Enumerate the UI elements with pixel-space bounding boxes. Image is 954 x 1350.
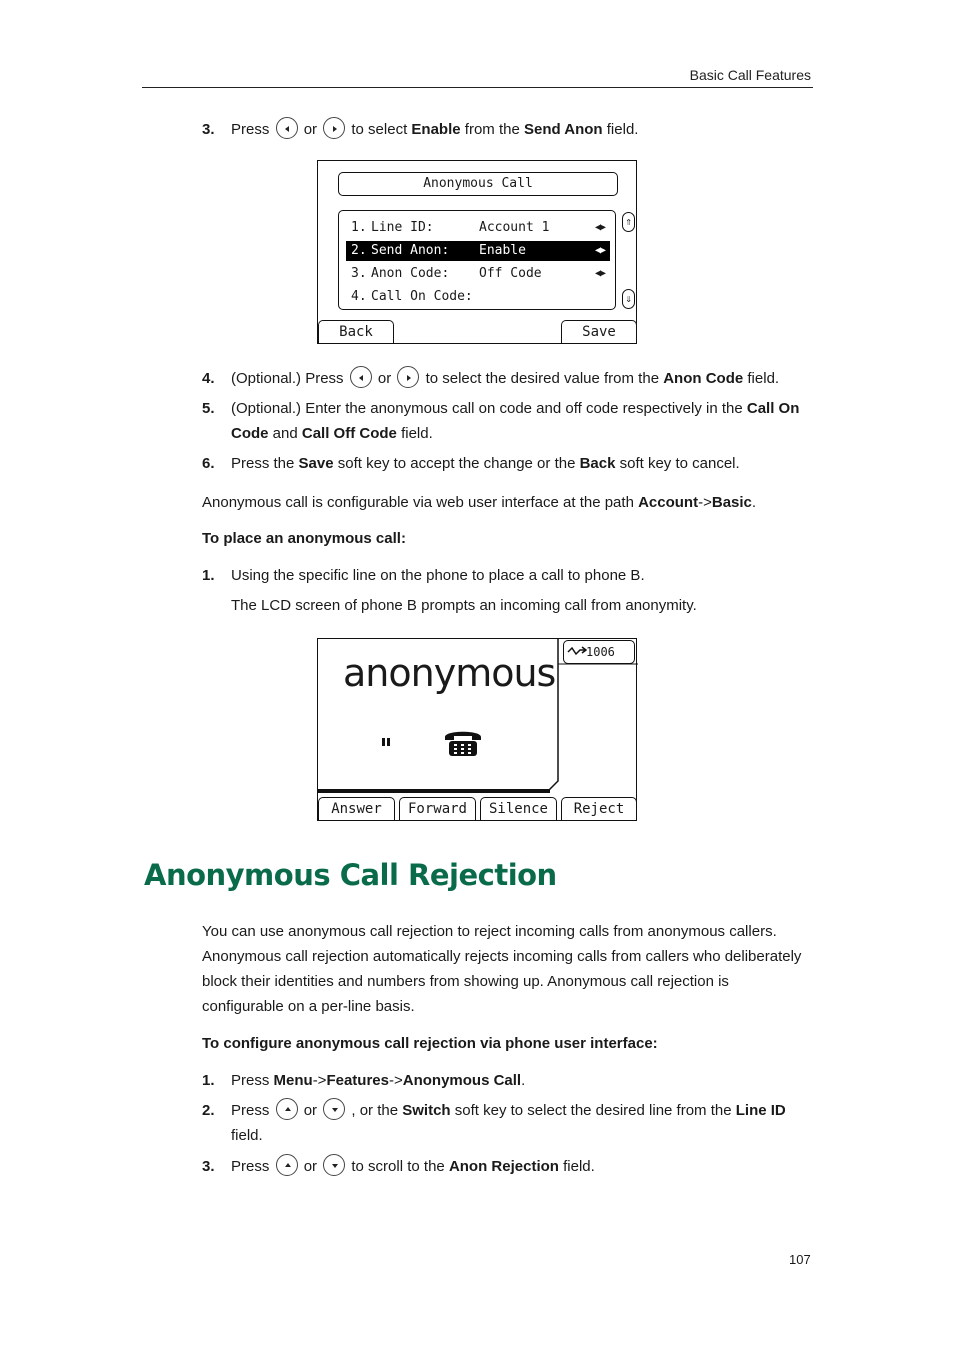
step-text: Press — [231, 121, 270, 138]
step-text: field. — [606, 121, 639, 138]
step-5 — [202, 396, 814, 446]
step-text: soft key to cancel. — [619, 455, 740, 472]
step-text: (Optional.) Press — [231, 370, 344, 387]
step-number: 3. — [202, 121, 215, 138]
row-value: Off Code — [479, 266, 542, 281]
scroll-up-icon[interactable]: ⇑ — [622, 212, 635, 232]
lcd-screen-incoming-call — [317, 638, 637, 821]
step-text: Press — [231, 1072, 270, 1089]
lcd-title: Anonymous Call — [338, 172, 618, 196]
step-text: Press the — [231, 455, 295, 472]
softkey-silence[interactable]: Silence — [480, 797, 557, 821]
step-number: 3. — [202, 1158, 215, 1175]
web-ui-note — [202, 490, 814, 515]
up-key-icon — [276, 1154, 298, 1176]
softkey-reject[interactable]: Reject — [561, 797, 637, 821]
pause-icon — [380, 736, 392, 748]
step-text: or — [303, 1158, 318, 1175]
line-arrow-icon — [567, 646, 587, 658]
row-value: Enable — [479, 243, 526, 258]
left-right-arrows-icon: ◀▶ — [594, 268, 605, 279]
step-number: 1. — [202, 567, 215, 584]
row-number: 3. — [351, 266, 367, 281]
step-text: field. — [563, 1158, 595, 1175]
softkey-answer[interactable]: Answer — [318, 797, 395, 821]
path-account: Account — [638, 494, 699, 511]
row-label: Anon Code: — [371, 266, 450, 281]
running-header: Basic Call Features — [689, 67, 811, 83]
note-text: Anonymous call is configurable via web user interface at the path — [202, 494, 634, 511]
telephone-icon — [442, 727, 484, 759]
step-text: to select — [351, 121, 408, 138]
field-send-anon: Send Anon — [523, 121, 603, 138]
section-title: Anonymous Call Rejection — [144, 858, 557, 892]
intro-paragraph: You can use anonymous call rejection to reject incoming calls from anonymous callers. Anonymous call rejection automatically rejects incoming calls from callers who deliberately block their identities and numbers from showing up. Anonymous call rejection is configurable on a per-line basis. — [202, 923, 802, 1015]
field-anon-rejection: Anon Rejection — [448, 1158, 559, 1175]
step-text: . — [521, 1072, 526, 1089]
left-right-arrows-icon: ◀▶ — [594, 245, 605, 256]
path-arrow: -> — [698, 494, 712, 511]
field-call-on-code: Call On Code — [231, 400, 800, 442]
lcd-row-line-id[interactable] — [346, 218, 610, 238]
path-basic: Basic — [711, 494, 752, 511]
header-rule — [142, 87, 813, 88]
path-features: Features — [326, 1072, 389, 1089]
row-number: 1. — [351, 220, 367, 235]
step-text: , or the — [351, 1102, 399, 1119]
step-text: or — [303, 121, 318, 138]
rej-step-2 — [202, 1098, 814, 1148]
softkey-name-save: Save — [298, 455, 334, 472]
row-label: Call On Code: — [371, 289, 473, 304]
step-number: 2. — [202, 1102, 215, 1119]
subheading-configure-rejection: To configure anonymous call rejection via phone user interface: — [202, 1035, 658, 1052]
note-text: . — [751, 494, 757, 511]
step-text: Press — [231, 1158, 270, 1175]
line-tag-number: 1006 — [586, 645, 615, 659]
row-number: 2. — [351, 243, 367, 258]
step-text: The LCD screen of phone B prompts an incoming call from anonymity. — [231, 597, 697, 614]
up-key-icon — [276, 1098, 298, 1120]
softkey-name-back: Back — [579, 455, 616, 472]
field-anon-code: Anon Code — [663, 370, 744, 387]
down-key-icon — [323, 1098, 345, 1120]
line-tag[interactable] — [563, 640, 635, 664]
step-number: 4. — [202, 370, 215, 387]
scroll-down-icon[interactable]: ⇓ — [622, 289, 635, 309]
step-number: 6. — [202, 455, 215, 472]
field-line-id: Line ID — [735, 1102, 786, 1119]
step-text: from the — [464, 121, 520, 138]
row-number: 4. — [351, 289, 367, 304]
softkey-forward[interactable]: Forward — [399, 797, 476, 821]
field-call-off-code: Call Off Code — [301, 425, 397, 442]
subheading-place-anonymous-call: To place an anonymous call: — [202, 530, 406, 547]
caller-name: anonymous — [343, 651, 556, 695]
path-menu: Menu — [273, 1072, 313, 1089]
left-key-icon — [350, 366, 372, 388]
down-key-icon — [323, 1154, 345, 1176]
lcd-row-call-on-code[interactable] — [346, 287, 610, 307]
row-value: Account 1 — [479, 220, 550, 235]
step-text: Press — [231, 1102, 270, 1119]
option-enable: Enable — [411, 121, 461, 138]
softkey-save[interactable]: Save — [561, 320, 637, 344]
lcd-screen-anonymous-call — [317, 160, 637, 344]
step-text: Using the specific line on the phone to place a call to phone B. — [231, 567, 645, 584]
softkey-name-switch: Switch — [402, 1102, 451, 1119]
left-key-icon — [276, 117, 298, 139]
step-text: field. — [401, 425, 433, 442]
step-text: or — [377, 370, 392, 387]
page-number: 107 — [789, 1252, 811, 1267]
path-arrow: -> — [388, 1072, 403, 1089]
right-key-icon — [397, 366, 419, 388]
step-number: 5. — [202, 400, 215, 417]
place-step-1 — [202, 563, 814, 613]
lcd-row-send-anon[interactable] — [346, 241, 610, 261]
step-text: field. — [231, 1127, 263, 1144]
step-text: to scroll to the — [351, 1158, 445, 1175]
row-label: Line ID: — [371, 220, 434, 235]
lcd-menu-list — [338, 210, 616, 310]
right-key-icon — [323, 117, 345, 139]
step-text: or — [303, 1102, 318, 1119]
path-arrow: -> — [312, 1072, 327, 1089]
softkey-back[interactable]: Back — [318, 320, 394, 344]
step-text: soft key to select the desired line from the — [454, 1102, 732, 1119]
step-text: soft key to accept the change or the — [337, 455, 576, 472]
path-anonymous-call: Anonymous Call — [402, 1072, 522, 1089]
step-text: and — [272, 425, 298, 442]
step-text: (Optional.) Enter the anonymous call on code and off code respectively in the — [231, 400, 743, 417]
lcd-row-anon-code[interactable] — [346, 264, 610, 284]
step-text: field. — [747, 370, 780, 387]
row-label: Send Anon: — [371, 243, 450, 258]
step-text: to select the desired value from the — [425, 370, 660, 387]
step-number: 1. — [202, 1072, 215, 1089]
left-right-arrows-icon: ◀▶ — [594, 222, 605, 233]
